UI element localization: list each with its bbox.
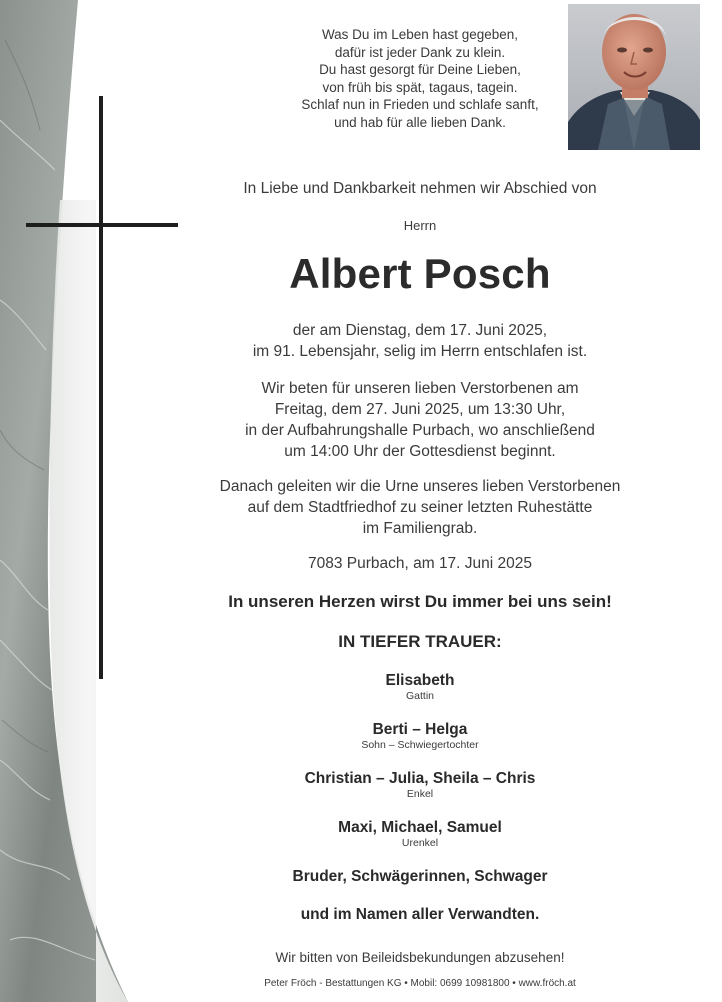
mourning-heading: IN TIEFER TRAUER:: [338, 632, 502, 651]
mourner-role: Gattin: [405, 690, 434, 702]
funeral-home-footer: Peter Fröch - Bestattungen KG • Mobil: 0699 10981800 • www.fröch.at: [264, 978, 576, 989]
burial-line: Danach geleiten wir die Urne unseres lieben Verstorbenen: [219, 478, 621, 495]
poem-line: und hab für alle lieben Dank.: [334, 114, 506, 130]
mourner-entry: [180, 770, 660, 800]
poem-line: dafür ist jeder Dank zu klein.: [334, 44, 506, 60]
burial-info: [180, 476, 660, 539]
burial-line: auf dem Stadtfriedhof zu seiner letzten Ruhestätte: [247, 499, 593, 516]
mourner-role: Sohn – Schwiegertochter: [361, 739, 479, 751]
poem-line: Schlaf nun in Frieden und schlafe sanft,: [301, 97, 539, 113]
mourner-role: Enkel: [406, 788, 434, 800]
relatives-line: Bruder, Schwägerinnen, Schwager: [292, 868, 548, 885]
mourner-name: Elisabeth: [385, 672, 455, 689]
mourner-entry: [180, 672, 660, 702]
service-line: in der Aufbahrungshalle Purbach, wo anschließend: [245, 422, 595, 439]
mourner-name: Maxi, Michael, Samuel: [338, 819, 502, 836]
salutation: Herrn: [403, 218, 437, 233]
place-date: 7083 Purbach, am 17. Juni 2025: [307, 555, 533, 572]
memorial-poem: [270, 26, 570, 132]
poem-line: von früh bis spät, tagaus, tagein.: [322, 79, 518, 95]
poem-line: Du hast gesorgt für Deine Lieben,: [319, 62, 521, 78]
service-line: um 14:00 Uhr der Gottesdienst beginnt.: [284, 443, 556, 460]
service-line: Wir beten für unseren lieben Verstorbenen am: [261, 380, 579, 397]
death-notice: [180, 320, 660, 362]
burial-line: im Familiengrab.: [362, 520, 478, 537]
mourner-name: Berti – Helga: [372, 721, 468, 738]
death-line: der am Dienstag, dem 17. Juni 2025,: [292, 322, 548, 339]
mourner-entry: [180, 819, 660, 849]
death-line: im 91. Lebensjahr, selig im Herrn entschlafen ist.: [252, 343, 588, 360]
portrait-photo: [568, 4, 700, 150]
mourner-name: Christian – Julia, Sheila – Chris: [304, 770, 536, 787]
poem-line: Was Du im Leben hast gegeben,: [321, 27, 519, 42]
service-info: [180, 378, 660, 462]
condolence-plea: Wir bitten von Beileidsbekundungen abzusehen!: [275, 950, 565, 965]
all-relatives-line: und im Namen aller Verwandten.: [300, 906, 540, 923]
mourner-entry: [180, 721, 660, 751]
deceased-name: Albert Posch: [289, 250, 551, 297]
intro-text: In Liebe und Dankbarkeit nehmen wir Abschied von: [243, 180, 597, 197]
motto: In unseren Herzen wirst Du immer bei uns sein!: [228, 592, 612, 611]
mourner-role: Urenkel: [401, 837, 439, 849]
service-line: Freitag, dem 27. Juni 2025, um 13:30 Uhr,: [274, 401, 566, 418]
